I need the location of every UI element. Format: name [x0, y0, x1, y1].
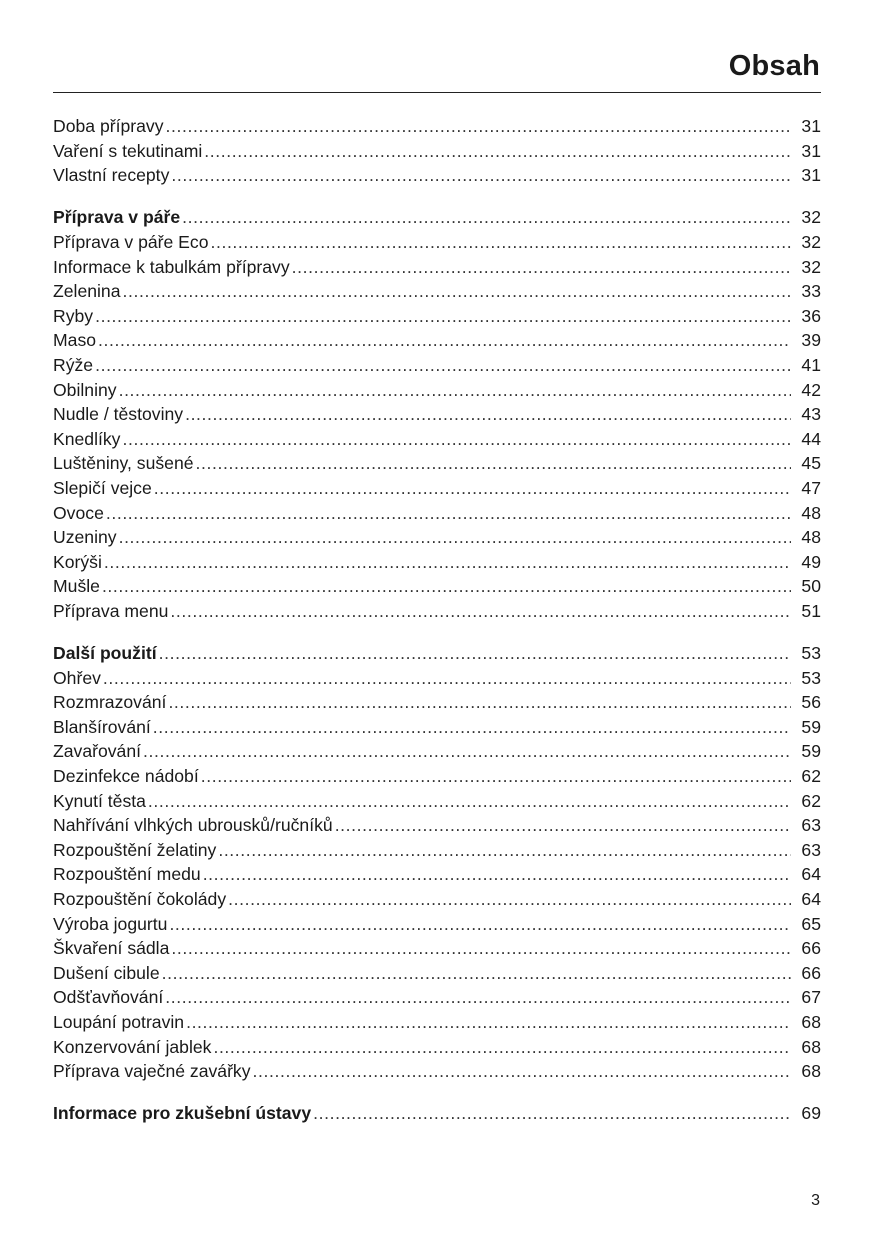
- toc-section: [53, 205, 821, 623]
- toc-entry-label: Informace pro zkušební ústavy: [53, 1103, 312, 1124]
- dot-leader: [169, 912, 791, 937]
- toc-entry-page: 63: [801, 839, 821, 860]
- dot-leader: [122, 427, 791, 452]
- toc-entry-label: Rozpouštění želatiny: [53, 839, 217, 860]
- dot-leader: [153, 715, 791, 740]
- dot-leader: [201, 764, 791, 789]
- table-of-contents: [53, 114, 821, 1144]
- toc-entry: [53, 887, 821, 912]
- dot-leader: [148, 789, 791, 814]
- dot-leader: [98, 328, 791, 353]
- toc-entry-label: Další použití: [53, 643, 157, 664]
- toc-entry-label: Příprava v páře: [53, 207, 181, 228]
- toc-entry-label: Luštěniny, sušené: [53, 453, 194, 474]
- toc-entry: [53, 599, 821, 624]
- toc-entry-label: Obilniny: [53, 379, 117, 400]
- toc-entry-page: 43: [801, 404, 821, 425]
- toc-entry-label: Výroba jogurtu: [53, 913, 168, 934]
- toc-entry: [53, 378, 821, 403]
- dot-leader: [210, 230, 791, 255]
- toc-entry-label: Blanšírování: [53, 716, 151, 737]
- toc-entry-label: Dušení cibule: [53, 962, 160, 983]
- toc-entry: [53, 230, 821, 255]
- toc-entry-page: 68: [801, 1011, 821, 1032]
- dot-leader: [171, 936, 791, 961]
- toc-entry-label: Informace k tabulkám přípravy: [53, 256, 290, 277]
- toc-entry: [53, 163, 821, 188]
- dot-leader: [218, 838, 791, 863]
- toc-entry-label: Příprava menu: [53, 600, 169, 621]
- dot-leader: [102, 574, 791, 599]
- toc-entry-label: Korýši: [53, 551, 102, 572]
- dot-leader: [166, 114, 791, 139]
- toc-entry-page: 31: [801, 165, 821, 186]
- toc-entry-page: 32: [801, 256, 821, 277]
- dot-leader: [119, 378, 791, 403]
- toc-entry-label: Dezinfekce nádobí: [53, 766, 199, 787]
- toc-entry-page: 59: [801, 716, 821, 737]
- toc-entry-label: Konzervování jablek: [53, 1036, 212, 1057]
- toc-entry-label: Ohřev: [53, 667, 101, 688]
- toc-entry: [53, 1035, 821, 1060]
- toc-entry-label: Příprava vaječné zavářky: [53, 1061, 251, 1082]
- dot-leader: [171, 163, 791, 188]
- toc-entry-page: 51: [801, 600, 821, 621]
- dot-leader: [213, 1035, 791, 1060]
- toc-entry: [53, 813, 821, 838]
- toc-entry: [53, 304, 821, 329]
- page-title: Obsah: [728, 50, 820, 82]
- toc-entry-page: 62: [801, 790, 821, 811]
- dot-leader: [170, 599, 791, 624]
- toc-entry-label: Škvaření sádla: [53, 938, 170, 959]
- toc-section-heading: [53, 205, 821, 230]
- toc-entry: [53, 936, 821, 961]
- dot-leader: [228, 887, 791, 912]
- toc-entry: [53, 328, 821, 353]
- toc-entry-page: 64: [801, 864, 821, 885]
- toc-entry: [53, 279, 821, 304]
- dot-leader: [168, 690, 791, 715]
- dot-leader: [162, 961, 791, 986]
- toc-entry-label: Loupání potravin: [53, 1011, 185, 1032]
- toc-entry-label: Slepičí vejce: [53, 477, 152, 498]
- toc-entry-label: Knedlíky: [53, 428, 121, 449]
- toc-entry-label: Odšťavňování: [53, 987, 164, 1008]
- toc-entry-label: Ovoce: [53, 502, 104, 523]
- toc-entry-label: Příprava v páře Eco: [53, 231, 209, 252]
- toc-section-heading: [53, 641, 821, 666]
- dot-leader: [119, 525, 791, 550]
- toc-entry: [53, 353, 821, 378]
- toc-entry-page: 67: [801, 987, 821, 1008]
- toc-entry: [53, 501, 821, 526]
- toc-entry: [53, 574, 821, 599]
- toc-entry: [53, 690, 821, 715]
- toc-entry: [53, 912, 821, 937]
- toc-section: [53, 1101, 821, 1126]
- toc-entry: [53, 402, 821, 427]
- toc-entry: [53, 525, 821, 550]
- toc-entry-page: 33: [801, 281, 821, 302]
- dot-leader: [143, 739, 791, 764]
- toc-entry-page: 66: [801, 938, 821, 959]
- toc-entry-page: 44: [801, 428, 821, 449]
- toc-entry-page: 31: [801, 140, 821, 161]
- toc-entry: [53, 838, 821, 863]
- toc-entry-page: 39: [801, 330, 821, 351]
- toc-section: [53, 641, 821, 1084]
- toc-entry-page: 36: [801, 305, 821, 326]
- toc-entry-page: 31: [801, 116, 821, 136]
- toc-entry: [53, 789, 821, 814]
- toc-entry: [53, 739, 821, 764]
- toc-entry-page: 65: [801, 913, 821, 934]
- toc-entry: [53, 255, 821, 280]
- dot-leader: [95, 353, 791, 378]
- toc-entry-page: 68: [801, 1036, 821, 1057]
- dot-leader: [106, 501, 791, 526]
- toc-entry-page: 56: [801, 692, 821, 713]
- toc-entry-label: Mušle: [53, 576, 100, 597]
- toc-entry-page: 62: [801, 766, 821, 787]
- dot-leader: [292, 255, 791, 280]
- toc-entry-page: 64: [801, 889, 821, 909]
- toc-entry: [53, 427, 821, 452]
- toc-entry-page: 69: [801, 1103, 821, 1124]
- toc-entry-page: 32: [801, 231, 821, 252]
- toc-entry-page: 59: [801, 741, 821, 762]
- dot-leader: [165, 985, 791, 1010]
- toc-entry-page: 42: [801, 379, 821, 400]
- dot-leader: [313, 1101, 791, 1126]
- toc-entry-page: 53: [801, 643, 821, 664]
- toc-entry-page: 41: [801, 354, 821, 375]
- toc-entry-page: 63: [801, 815, 821, 836]
- dot-leader: [104, 550, 791, 575]
- toc-entry-label: Nudle / těstoviny: [53, 404, 184, 425]
- dot-leader: [103, 666, 791, 691]
- page-number: 3: [811, 1192, 820, 1209]
- dot-leader: [204, 139, 791, 164]
- toc-entry: [53, 114, 821, 139]
- toc-entry-label: Zelenina: [53, 281, 121, 302]
- toc-entry-label: Ryby: [53, 305, 94, 326]
- toc-entry-page: 53: [801, 667, 821, 688]
- toc-entry: [53, 985, 821, 1010]
- dot-leader: [154, 476, 791, 501]
- dot-leader: [185, 402, 791, 427]
- toc-entry: [53, 1010, 821, 1035]
- toc-entry-label: Rozmrazování: [53, 692, 167, 713]
- toc-entry-label: Rýže: [53, 354, 94, 375]
- toc-entry-label: Doba přípravy: [53, 116, 164, 136]
- toc-entry-page: 32: [801, 207, 821, 228]
- toc-entry-label: Nahřívání vlhkých ubrousků/ručníků: [53, 815, 333, 836]
- dot-leader: [253, 1059, 791, 1084]
- toc-entry-page: 68: [801, 1061, 821, 1082]
- dot-leader: [95, 304, 791, 329]
- toc-entry-page: 47: [801, 477, 821, 498]
- toc-entry: [53, 715, 821, 740]
- toc-entry-page: 50: [801, 576, 821, 597]
- title-divider: [53, 92, 821, 93]
- toc-entry-page: 45: [801, 453, 821, 474]
- dot-leader: [123, 279, 792, 304]
- toc-section-heading: [53, 1101, 821, 1126]
- toc-entry-label: Kynutí těsta: [53, 790, 146, 811]
- dot-leader: [196, 451, 791, 476]
- toc-entry: [53, 862, 821, 887]
- toc-entry-label: Vlastní recepty: [53, 165, 170, 186]
- toc-entry-page: 66: [801, 962, 821, 983]
- toc-entry-label: Vaření s tekutinami: [53, 140, 203, 161]
- dot-leader: [182, 205, 791, 230]
- toc-entry: [53, 451, 821, 476]
- toc-entry: [53, 476, 821, 501]
- toc-entry: [53, 550, 821, 575]
- toc-entry: [53, 1059, 821, 1084]
- toc-entry-label: Zavařování: [53, 741, 142, 762]
- toc-entry-page: 48: [801, 502, 821, 523]
- dot-leader: [203, 862, 791, 887]
- toc-entry-label: Rozpouštění čokolády: [53, 889, 227, 909]
- toc-entry-page: 49: [801, 551, 821, 572]
- toc-entry: [53, 961, 821, 986]
- dot-leader: [159, 641, 791, 666]
- toc-entry-label: Rozpouštění medu: [53, 864, 201, 885]
- dot-leader: [335, 813, 791, 838]
- toc-section: [53, 114, 821, 188]
- toc-entry: [53, 139, 821, 164]
- toc-entry: [53, 764, 821, 789]
- toc-entry-label: Uzeniny: [53, 527, 117, 548]
- toc-entry-page: 48: [801, 527, 821, 548]
- toc-entry: [53, 666, 821, 691]
- dot-leader: [186, 1010, 791, 1035]
- toc-entry-label: Maso: [53, 330, 97, 351]
